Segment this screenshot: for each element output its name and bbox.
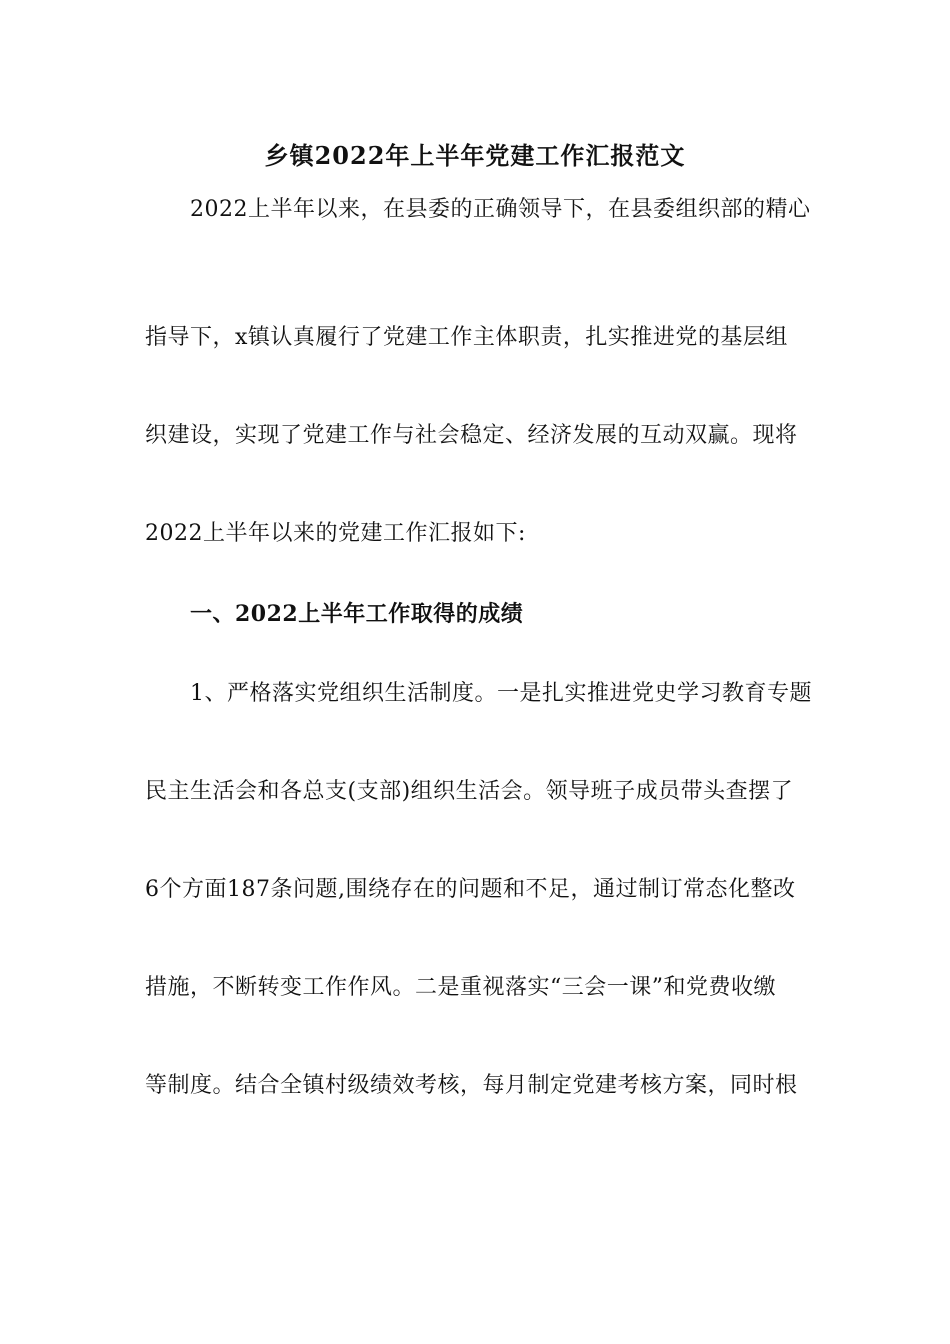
paragraph-line: 指导下，x镇认真履行了党建工作主体职责，扎实推进党的基层组 (145, 325, 788, 350)
paragraph-line: 措施，不断转变工作作风。二是重视落实“三会一课”和党费收缴 (145, 975, 776, 1000)
paragraph-line: 1、严格落实党组织生活制度。一是扎实推进党史学习教育专题 (190, 681, 812, 706)
paragraph-line: 6个方面187条问题,围绕存在的问题和不足，通过制订常态化整改 (145, 877, 796, 902)
paragraph-line: 民主生活会和各总支(支部)组织生活会。领导班子成员带头查摆了 (145, 779, 794, 804)
paragraph-line: 2022上半年以来，在县委的正确领导下，在县委组织部的精心 (190, 197, 811, 222)
document-title: 乡镇2022年上半年党建工作汇报范文 (264, 141, 686, 170)
paragraph-line: 2022上半年以来的党建工作汇报如下: (145, 521, 526, 546)
paragraph-line: 等制度。结合全镇村级绩效考核，每月制定党建考核方案，同时根 (145, 1073, 798, 1098)
section-heading: 一、2022上半年工作取得的成绩 (190, 601, 524, 627)
paragraph-line: 织建设，实现了党建工作与社会稳定、经济发展的互动双赢。现将 (145, 423, 798, 448)
